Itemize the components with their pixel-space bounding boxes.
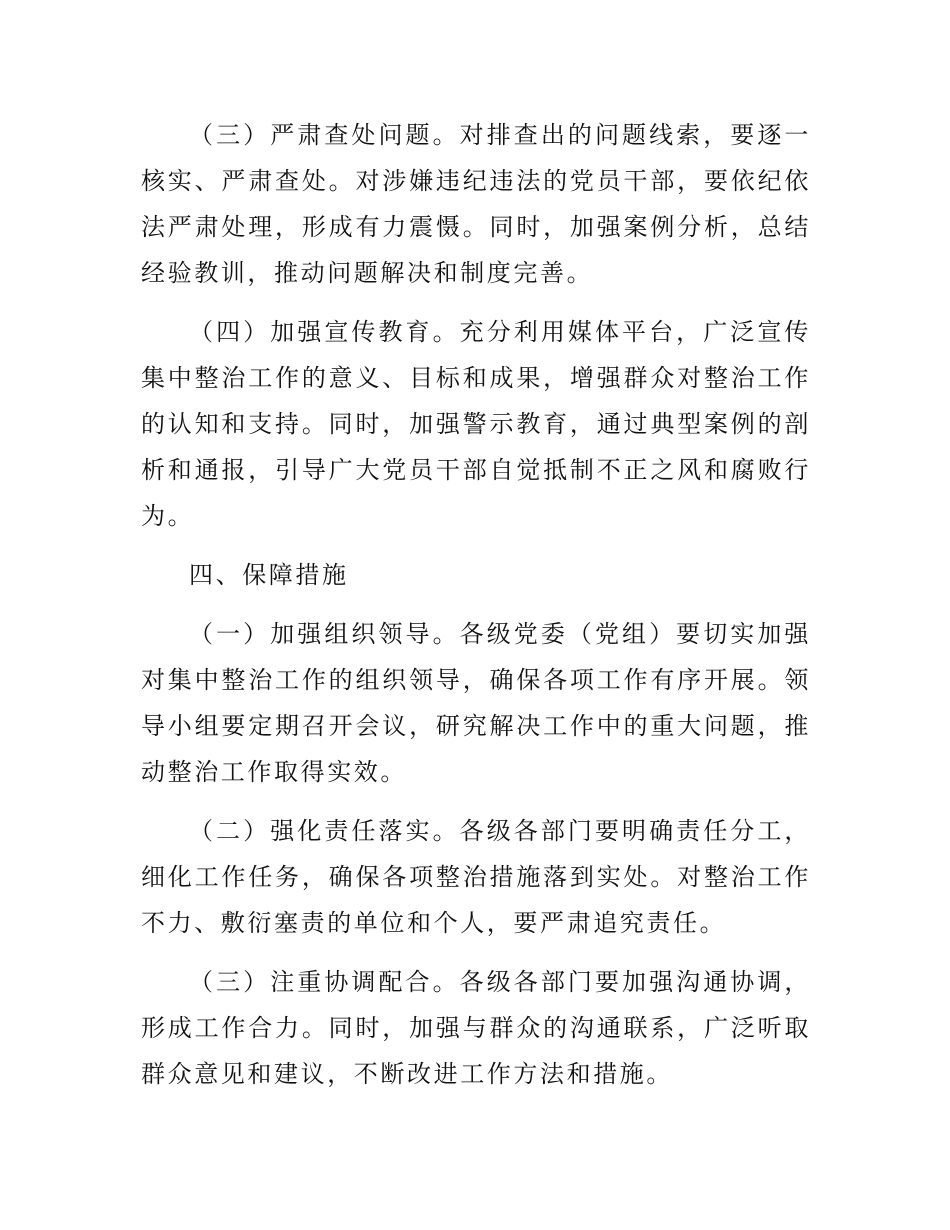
- document-body: [141, 112, 811, 1110]
- paragraph-publicity-education: （四）加强宣传教育。充分利用媒体平台，广泛宣传集中整治工作的意义、目标和成果，增强群众对整治工作的认知和支持。同时，加强警示教育，通过典型案例的剖析和通报，引导广大党员干部自觉抵制不正之风和腐败行为。: [141, 318, 811, 530]
- section-heading-safeguards: 四、保障措施: [189, 561, 349, 589]
- paragraph-organizational-leadership: （一）加强组织领导。各级党委（党组）要切实加强对集中整治工作的组织领导，确保各项工作有序开展。领导小组要定期召开会议，研究解决工作中的重大问题，推动整治工作取得实效。: [141, 620, 811, 786]
- paragraph-coordination: （三）注重协调配合。各级各部门要加强沟通协调，形成工作合力。同时，加强与群众的沟通联系，广泛听取群众意见和建议，不断改进工作方法和措施。: [141, 968, 811, 1088]
- paragraph-responsibility-implementation: （二）强化责任落实。各级各部门要明确责任分工，细化工作任务，确保各项整治措施落到实处。对整治工作不力、敷衍塞责的单位和个人，要严肃追究责任。: [141, 817, 811, 937]
- paragraph-strict-investigation: （三）严肃查处问题。对排查出的问题线索，要逐一核实、严肃查处。对涉嫌违纪违法的党员干部，要依纪依法严肃处理，形成有力震慑。同时，加强案例分析，总结经验教训，推动问题解决和制度完善。: [141, 121, 811, 287]
